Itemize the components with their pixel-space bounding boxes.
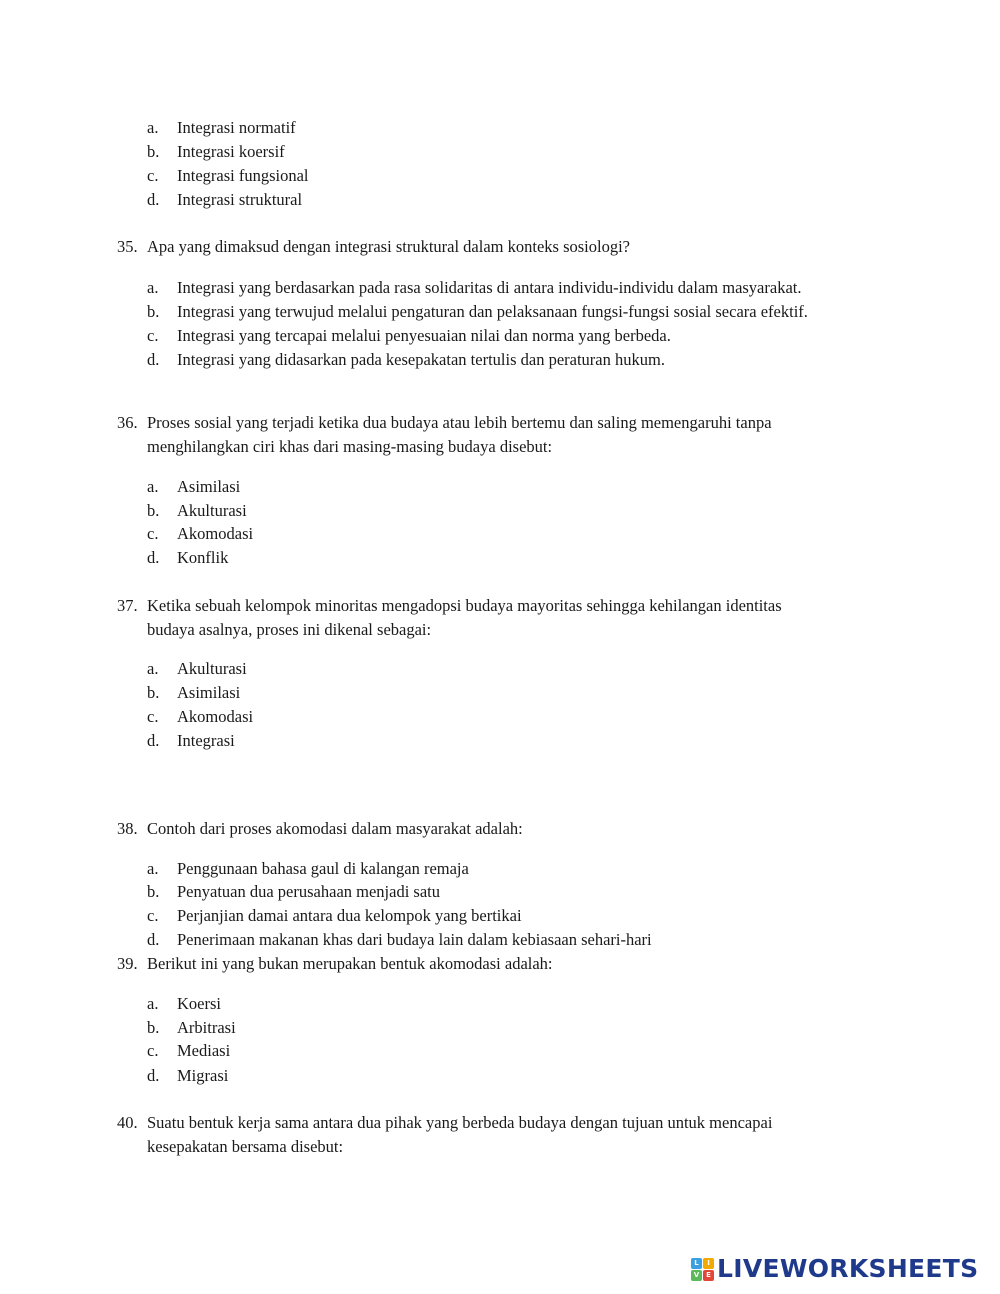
option-letter: b. [147, 1018, 160, 1037]
question-text: Ketika sebuah kelompok minoritas mengadopsi budaya mayoritas sehingga kehilangan identitas [147, 596, 782, 615]
option-letter: a. [147, 859, 159, 878]
question-text: menghilangkan ciri khas dari masing-masing budaya disebut: [147, 437, 553, 456]
option-letter: d. [147, 190, 160, 209]
option-letter: b. [147, 501, 160, 520]
option-letter: b. [147, 882, 160, 901]
question-number: 38. [117, 819, 138, 838]
question-text: budaya asalnya, proses ini dikenal sebagai: [147, 620, 432, 639]
option-text: Asimilasi [177, 683, 241, 702]
option-letter: b. [147, 142, 160, 161]
option-letter: d. [147, 731, 160, 750]
option-text: Akulturasi [177, 659, 247, 678]
option-text: Akomodasi [177, 524, 254, 543]
option-text: Konflik [177, 548, 229, 567]
option-letter: c. [147, 707, 159, 726]
option-letter: c. [147, 166, 159, 185]
option-letter: b. [147, 302, 160, 321]
option-letter: d. [147, 930, 160, 949]
option-letter: d. [147, 1066, 160, 1085]
logo-text: LIVEWORKSHEETS [717, 1254, 979, 1283]
option-text: Penyatuan dua perusahaan menjadi satu [177, 882, 440, 901]
option-text: Integrasi yang terwujud melalui pengaturan dan pelaksanaan fungsi-fungsi sosial secara efektif. [177, 302, 808, 321]
option-text: Penggunaan bahasa gaul di kalangan remaja [177, 859, 469, 878]
option-letter: d. [147, 350, 160, 369]
option-text: Perjanjian damai antara dua kelompok yang bertikai [177, 906, 522, 925]
option-text: Integrasi yang didasarkan pada kesepakatan tertulis dan peraturan hukum. [177, 350, 665, 369]
question-text: Apa yang dimaksud dengan integrasi struktural dalam konteks sosiologi? [147, 237, 630, 256]
option-text: Akulturasi [177, 501, 247, 520]
option-text: Koersi [177, 994, 221, 1013]
option-text: Integrasi yang berdasarkan pada rasa solidaritas di antara individu-individu dalam masyarakat. [177, 278, 802, 297]
option-letter: d. [147, 548, 160, 567]
option-text: Penerimaan makanan khas dari budaya lain dalam kebiasaan sehari-hari [177, 930, 652, 949]
question-text: Proses sosial yang terjadi ketika dua budaya atau lebih bertemu dan saling memengaruhi tanpa [147, 413, 772, 432]
option-text: Integrasi koersif [177, 142, 285, 161]
option-text: Integrasi normatif [177, 118, 296, 137]
option-letter: b. [147, 683, 160, 702]
option-text: Integrasi fungsional [177, 166, 309, 185]
option-text: Integrasi struktural [177, 190, 303, 209]
option-letter: a. [147, 659, 159, 678]
question-number: 37. [117, 596, 138, 615]
option-letter: a. [147, 994, 159, 1013]
logo-tile: L [691, 1258, 702, 1269]
question-text: Suatu bentuk kerja sama antara dua pihak yang berbeda budaya dengan tujuan untuk mencapai [147, 1113, 773, 1132]
question-number: 36. [117, 413, 138, 432]
question-number: 35. [117, 237, 138, 256]
option-letter: c. [147, 524, 159, 543]
question-text: Contoh dari proses akomodasi dalam masyarakat adalah: [147, 819, 523, 838]
logo-tile: E [703, 1270, 714, 1281]
question-number: 39. [117, 954, 138, 973]
option-letter: c. [147, 326, 159, 345]
option-text: Migrasi [177, 1066, 229, 1085]
option-text: Integrasi [177, 731, 235, 750]
option-letter: a. [147, 278, 159, 297]
question-text: Berikut ini yang bukan merupakan bentuk akomodasi adalah: [147, 954, 553, 973]
option-text: Arbitrasi [177, 1018, 236, 1037]
option-text: Integrasi yang tercapai melalui penyesuaian nilai dan norma yang berbeda. [177, 326, 671, 345]
logo-tile: I [703, 1258, 714, 1269]
option-text: Mediasi [177, 1041, 231, 1060]
option-letter: a. [147, 118, 159, 137]
liveworksheets-logo-icon [691, 1258, 714, 1281]
question-number: 40. [117, 1113, 138, 1132]
liveworksheets-logo[interactable] [691, 1254, 978, 1284]
question-text: kesepakatan bersama disebut: [147, 1137, 344, 1156]
option-letter: c. [147, 906, 159, 925]
option-letter: a. [147, 477, 159, 496]
logo-tile: V [691, 1270, 702, 1281]
option-text: Akomodasi [177, 707, 254, 726]
option-text: Asimilasi [177, 477, 241, 496]
option-letter: c. [147, 1041, 159, 1060]
